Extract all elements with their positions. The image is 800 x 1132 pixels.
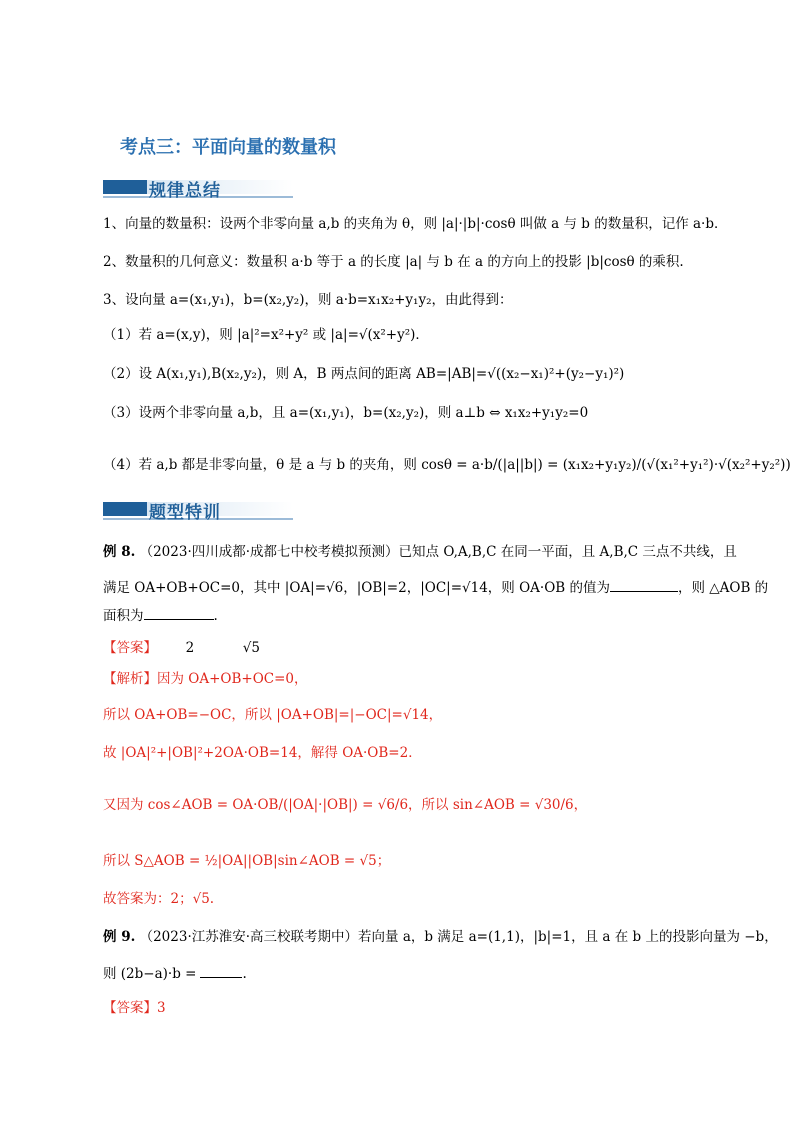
banner-label: 题型特训 bbox=[149, 503, 221, 523]
rule-3-4: （4）若 a,b 都是非零向量，θ 是 a 与 b 的夹角，则 cosθ = a·b/(|a||b|) = (x₁x₂+y₁y₂)/(√(x₁²+y₁²)·√(x₂²+y₂²)) bbox=[103, 457, 791, 473]
example-text: 满足 OA+OB+OC=0，其中 |OA|=√6，|OB|=2，|OC|=√14，则 OA·OB 的值为 bbox=[103, 580, 610, 596]
analysis-step: 因为 OA+OB+OC=0， bbox=[157, 671, 308, 687]
example-text: 则 (2b−a)·b = bbox=[103, 966, 197, 982]
example-text: ，则 △AOB 的 bbox=[677, 580, 769, 596]
example-8-line-2 bbox=[103, 576, 768, 596]
example-8-answer bbox=[103, 636, 260, 656]
section-title: 考点三：平面向量的数量积 bbox=[120, 137, 336, 158]
analysis-step: 所以 S△AOB = ½|OA||OB|sin∠AOB = √5； bbox=[103, 853, 391, 869]
example-text: . bbox=[213, 608, 218, 624]
answer-blank[interactable] bbox=[200, 977, 242, 978]
rule-2: 2、数量积的几何意义：数量积 a·b 等于 a 的长度 |a| 与 b 在 a 的方向上的投影 |b|cosθ 的乘积. bbox=[103, 254, 684, 270]
example-text: （2023·四川成都·成都七中校考模拟预测）已知点 O,A,B,C 在同一平面，且 A,B,C 三点不共线，且 bbox=[139, 544, 737, 560]
example-8-line-1 bbox=[103, 540, 737, 560]
rule-1: 1、向量的数量积：设两个非零向量 a,b 的夹角为 θ，则 |a|·|b|·cosθ 叫做 a 与 b 的数量积，记作 a·b． bbox=[103, 216, 728, 232]
example-text: （2023·江苏淮安·高三校联考期中）若向量 a，b 满足 a=(1,1)，|b|=1，且 a 在 b 上的投影向量为 −b， bbox=[139, 929, 778, 945]
analysis-step: 故答案为：2；√5. bbox=[103, 891, 215, 907]
example-text: . bbox=[242, 966, 247, 982]
banner-label: 规律总结 bbox=[149, 181, 221, 201]
answer-blank[interactable] bbox=[144, 619, 214, 620]
answer-tag: 【答案】 bbox=[103, 640, 157, 656]
answer-value: 2 bbox=[185, 640, 195, 656]
rule-3: 3、设向量 a=(x₁,y₁)，b=(x₂,y₂)，则 a·b=x₁x₂+y₁y₂，由此得到： bbox=[103, 292, 513, 308]
example-label: 例 9. bbox=[103, 929, 136, 945]
example-label: 例 8. bbox=[103, 544, 136, 560]
analysis-step: 故 |OA|²+|OB|²+2OA·OB=14，解得 OA·OB=2． bbox=[103, 745, 422, 761]
rule-3-1: （1）若 a=(x,y)，则 |a|²=x²+y² 或 |a|=√(x²+y²)． bbox=[103, 327, 429, 343]
answer-value: √5 bbox=[242, 640, 260, 656]
rule-3-2: （2）设 A(x₁,y₁),B(x₂,y₂)，则 A，B 两点间的距离 AB=|AB|=√((x₂−x₁)²+(y₂−y₁)²) bbox=[103, 366, 625, 382]
example-9-line-1 bbox=[103, 925, 778, 945]
section-banner-practice bbox=[103, 498, 293, 523]
example-9-answer bbox=[103, 996, 166, 1016]
answer-tag: 【答案】 bbox=[103, 1000, 157, 1016]
example-text: 面积为 bbox=[103, 608, 144, 624]
answer-value: 3 bbox=[157, 1000, 166, 1016]
example-9-line-2 bbox=[103, 962, 247, 982]
answer-blank[interactable] bbox=[610, 591, 678, 592]
analysis-tag: 【解析】 bbox=[103, 671, 157, 687]
example-8-line-3 bbox=[103, 604, 218, 624]
section-banner-summary bbox=[103, 176, 293, 201]
rule-3-3: （3）设两个非零向量 a,b，且 a=(x₁,y₁)，b=(x₂,y₂)，则 a⊥b ⇔ x₁x₂+y₁y₂=0 bbox=[103, 405, 589, 421]
analysis-step: 所以 OA+OB=−OC，所以 |OA+OB|=|−OC|=√14， bbox=[103, 707, 443, 723]
example-8-analysis bbox=[103, 667, 308, 687]
analysis-step: 又因为 cos∠AOB = OA·OB/(|OA|·|OB|) = √6/6，所以 sin∠AOB = √30/6， bbox=[103, 797, 588, 813]
